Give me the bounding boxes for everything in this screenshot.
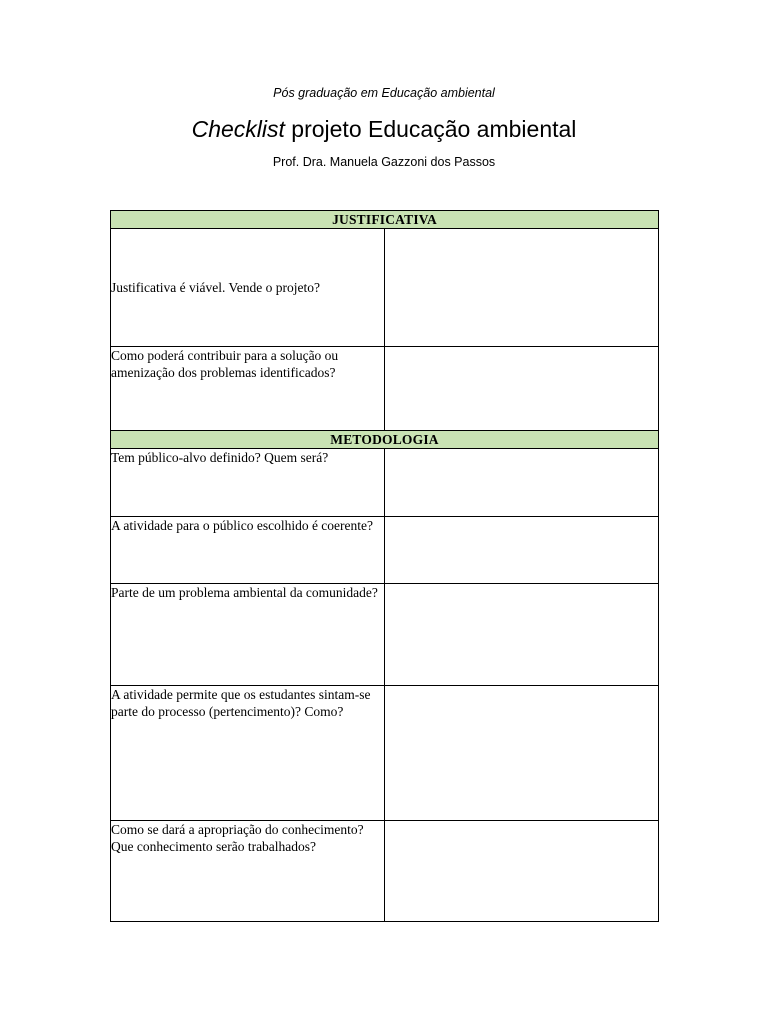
section-header-row — [111, 431, 659, 449]
table-row — [111, 517, 659, 584]
page-title — [0, 114, 768, 144]
answer-cell[interactable] — [385, 686, 659, 821]
answer-cell[interactable] — [385, 584, 659, 686]
table-row — [111, 584, 659, 686]
checklist-table — [110, 210, 659, 922]
table-row — [111, 821, 659, 922]
question-cell: Como poderá contribuir para a solução ou amenização dos problemas identificados? — [111, 347, 385, 431]
question-cell: Como se dará a apropriação do conhecimento? Que conhecimento serão trabalhados? — [111, 821, 385, 922]
answer-cell[interactable] — [385, 347, 659, 431]
answer-cell[interactable] — [385, 229, 659, 347]
title-italic-part: Checklist — [191, 116, 285, 142]
answer-cell[interactable] — [385, 517, 659, 584]
section-heading-justificativa: JUSTIFICATIVA — [111, 211, 659, 229]
question-cell: A atividade permite que os estudantes sintam-se parte do processo (pertencimento)? Como? — [111, 686, 385, 821]
answer-cell[interactable] — [385, 821, 659, 922]
question-cell: A atividade para o público escolhido é coerente? — [111, 517, 385, 584]
title-rest: projeto Educação ambiental — [284, 116, 577, 142]
question-cell: Justificativa é viável. Vende o projeto? — [111, 229, 385, 347]
table-row — [111, 229, 659, 347]
question-cell: Parte de um problema ambiental da comunidade? — [111, 584, 385, 686]
section-heading-metodologia: METODOLOGIA — [111, 431, 659, 449]
course-subtitle: Pós graduação em Educação ambiental — [273, 86, 495, 100]
table-row — [111, 347, 659, 431]
answer-cell[interactable] — [385, 449, 659, 517]
section-header-row — [111, 211, 659, 229]
table-row — [111, 686, 659, 821]
table-row — [111, 449, 659, 517]
author-line: Prof. Dra. Manuela Gazzoni dos Passos — [272, 155, 496, 169]
question-cell: Tem público-alvo definido? Quem será? — [111, 449, 385, 517]
